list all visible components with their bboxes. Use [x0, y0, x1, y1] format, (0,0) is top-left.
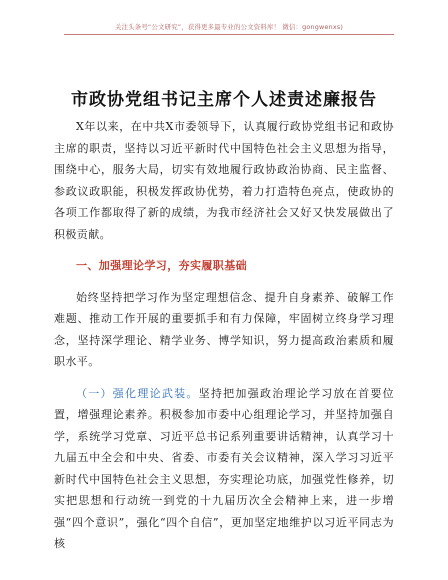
- subsection-text-1: 坚持把加强政治理论学习放在首要位置，增强理论素养。积极参加市委中心组理论学习，并坚持加强自学，系统学习党章、习近平总书记系列重要讲话精神，认真学习十九届五中全会和中央、省委、市委有关会议精神，深入学习习近平新时代中国特色社会主义思想，夯实理论功底，加强党性修养，切实把思想和行动统一到党的十九届历次全会精神上来，进一步增强“四个意识”，强化“四个自信”，更加坚定地维护以习近平同志为核: [54, 386, 394, 550]
- subsection-paragraph-1: [54, 383, 394, 555]
- intro-paragraph: X年以来，在中共X市委领导下，认真履行政协党组书记和政协主席的职责，坚持以习近平新时代中国特色社会主义思想为指导，围绕中心，服务大局，切实有效地履行政协政治协商、民主监督、参政议政职能，积极发挥政协优势，着力打造特色亮点，使政协的各项工作都取得了新的成绩，为我市经济社会又好又快发展做出了积极贡献。: [54, 120, 394, 241]
- document-title: 市政协党组书记主席个人述责述廉报告: [71, 90, 377, 110]
- header-divider: [64, 34, 394, 35]
- subsection-label-1: （一）强化理论武装。: [76, 386, 199, 400]
- header-note: 关注头条号“公文研究”，获得更多最专业的公文资料库！ 微信：gongwenxs): [114, 23, 344, 31]
- section-1-paragraph: 始终坚持把学习作为坚定理想信念、提升自身素养、破解工作难题、推动工作开展的重要抓手和有力保障，牢固树立终身学习理念，坚持深学理论、精学业务、博学知识，努力提高政治素质和履职水平。: [54, 290, 394, 368]
- section-heading-1: 一、加强理论学习，夯实履职基础: [76, 259, 247, 272]
- document-body: [54, 116, 394, 565]
